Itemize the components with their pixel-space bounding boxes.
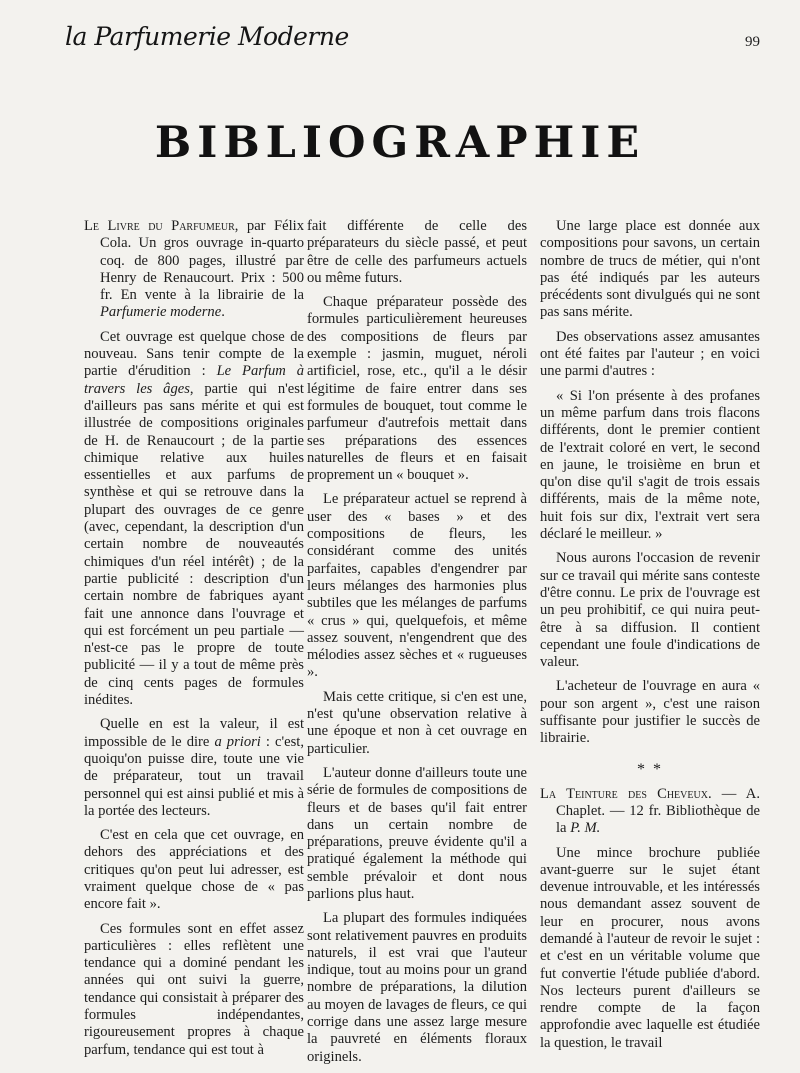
paragraph: C'est en cela que cet ouvrage, en dehors des appréciations et des critiques qu'on peut lui adresser, est vraiment quelque chose de « pas encore fait ».: [84, 827, 304, 913]
column-2: [307, 218, 527, 1073]
paragraph: La plupart des formules indiquées sont relativement pauvres en produits naturels, il est vrai que l'auteur indique, tout au moins pour un grand nombre de préparations, la dilution au moyen de lavages de fleurs, ce qui corrige dans une assez large mesure la pauvreté en éléments floraux originels.: [307, 910, 527, 1065]
book-entry-text: . — A. Chaplet. — 12 fr. Bibliothèque de la: [556, 785, 760, 837]
book-entry-end: .: [221, 304, 225, 321]
paragraph: L'acheteur de l'ouvrage en aura « pour son argent », c'est une raison suffisante pour justifier le succès de librairie.: [540, 678, 760, 747]
paragraph: [84, 716, 304, 820]
column-3: [540, 218, 760, 1059]
masthead-logo: la Parfumerie Moderne: [65, 22, 349, 51]
book-title: La Teinture des Cheveux: [540, 785, 708, 802]
book-entry-livre-du-parfumeur: [84, 218, 304, 322]
paragraph: Nous aurons l'occasion de revenir sur ce travail qui mérite sans conteste d'être connu. Le prix de l'ouvrage est un peu prohibitif, ce qui nuira peut-être à sa diffusion. Il contient cependant une foule d'indications de valeur.: [540, 550, 760, 671]
paragraph-text: Cet ouvrage est quelque chose de nouveau. Sans tenir compte de la partie d'érudition :: [84, 328, 304, 380]
book-entry-teinture-des-cheveux: [540, 786, 760, 838]
paragraph: L'auteur donne d'ailleurs toute une série de formules de compositions de fleurs et de bases qu'il fait entrer dans un certain nombre de préparations, preuve évidente qu'il a pratiqué également la méthode qui semble prévaloir et dont nous parlions plus haut.: [307, 764, 527, 902]
paragraph-text: : c'est, quoiqu'on puisse dire, toute une vie de préparateur, tout un travail personnel qui est ainsi publié et mis à la portée des lecteurs.: [84, 733, 304, 819]
paragraph-text: Quelle en est la valeur, il est impossible de le dire: [84, 716, 304, 750]
italic-title: Le Parfum à travers les âges: [84, 363, 305, 397]
paragraph: Le préparateur actuel se reprend à user des « bases » et des compositions de fleurs, les considérant comme des unités parfaites, capables d'engendrer par leurs mélanges des harmonies plus subtiles que les mélanges de parfums « crus » qui, quelquefois, et même assez souvent, n'engendrent que des mélodies assez sèches et « rugueuses ».: [307, 491, 527, 681]
column-1: [84, 218, 304, 1066]
page-number: 99: [745, 34, 760, 50]
paragraph: Ces formules sont en effet assez particulières : elles reflètent une tendance qui a dominé pendant les années qui ont suivi la guerre, tendance qui consistait à préparer des formules indépendantes, rigoureusement propres à chaque parfum, tendance qui est tout à: [84, 920, 304, 1058]
quotation: « Si l'on présente à des profanes un même parfum dans trois flacons différents, dont le premier contient de l'extrait coloré en vert, le second en jaune, le troisième en brun et qu'on dise qu'il s'agit de trois essais différents, mais de la même note, huit fois sur dix, l'extrait vert sera déclaré le meilleur. »: [540, 387, 760, 543]
italic-phrase: a priori: [214, 733, 261, 750]
book-title: Le Livre du Parfumeur: [84, 218, 235, 234]
paragraph: Une mince brochure publiée avant-guerre sur le sujet étant devenue introuvable, et les intéressés nous demandant assez souvent de leur en procurer, nous avons demandé à l'auteur de revoir le sujet : et c'est en un véritable volume que fut convertie l'étude publiée d'abord. Nos lecteurs purent d'ailleurs se rendre compte de la façon approfondie avec laquelle est étudiée la question, le travail: [540, 844, 760, 1051]
paragraph: Mais cette critique, si c'en est une, n'est qu'une observation relative à une époque et non à cet ouvrage en particulier.: [307, 688, 527, 757]
publisher-abbrev: P. M.: [570, 820, 601, 837]
book-entry-text: , par Félix Cola. Un gros ouvrage in-quarto coq. de 800 pages, illustré par Henry de Renaucourt. Prix : 500 fr. En vente à la librairie de la: [100, 218, 304, 304]
paragraph: Chaque préparateur possède des formules particulièrement heureuses des compositions de fleurs par exemple : jasmin, muguet, néroli artificiel, rose, etc., qu'il a le désir légitime de faire entrer dans ses formules de bouquet, tout comme le parfumeur d'autrefois mettait dans ses préparations des essences naturelles de fleurs et en faisait proprement un « bouquet ».: [307, 294, 527, 484]
publisher-name: Parfumerie moderne: [100, 304, 222, 321]
section-separator: * *: [637, 760, 663, 778]
paragraph-text: , partie qui n'est d'ailleurs pas sans mérite et qui est illustrée de compositions originales de H. de Renaucourt ; de la partie chimique relative aux huiles essentielles et aux parfums de synthèse et qui se retrouve dans la plupart des ouvrages de ce genre (avec, cependant, la description d'un certain nombre de nouveautés chimiques d'un réel intérêt) ; de la partie publicité : description d'un certain nombre de fabriques ayant fait une annonce dans l'ouvrage et qui est forcément un peu partiale — n'est-ce pas le propre de toute publicité — il y a tout de même près de cinq cents pages de formules inédites.: [84, 380, 304, 709]
page-title: BIBLIOGRAPHIE: [154, 118, 646, 168]
paragraph: [84, 329, 304, 710]
paragraph: Une large place est donnée aux compositions pour savons, un certain nombre de trucs de métier, qui n'ont pas été indiqués par les auteurs précédents sont divulgués qui ne sont pas sans mérite.: [540, 218, 760, 321]
paragraph: fait différente de celle des préparateurs du siècle passé, et peut être de celle des parfumeurs actuels ou même futurs.: [307, 218, 527, 286]
paragraph: Des observations assez amusantes ont été faites par l'auteur ; en voici une parmi d'autres :: [540, 328, 760, 380]
